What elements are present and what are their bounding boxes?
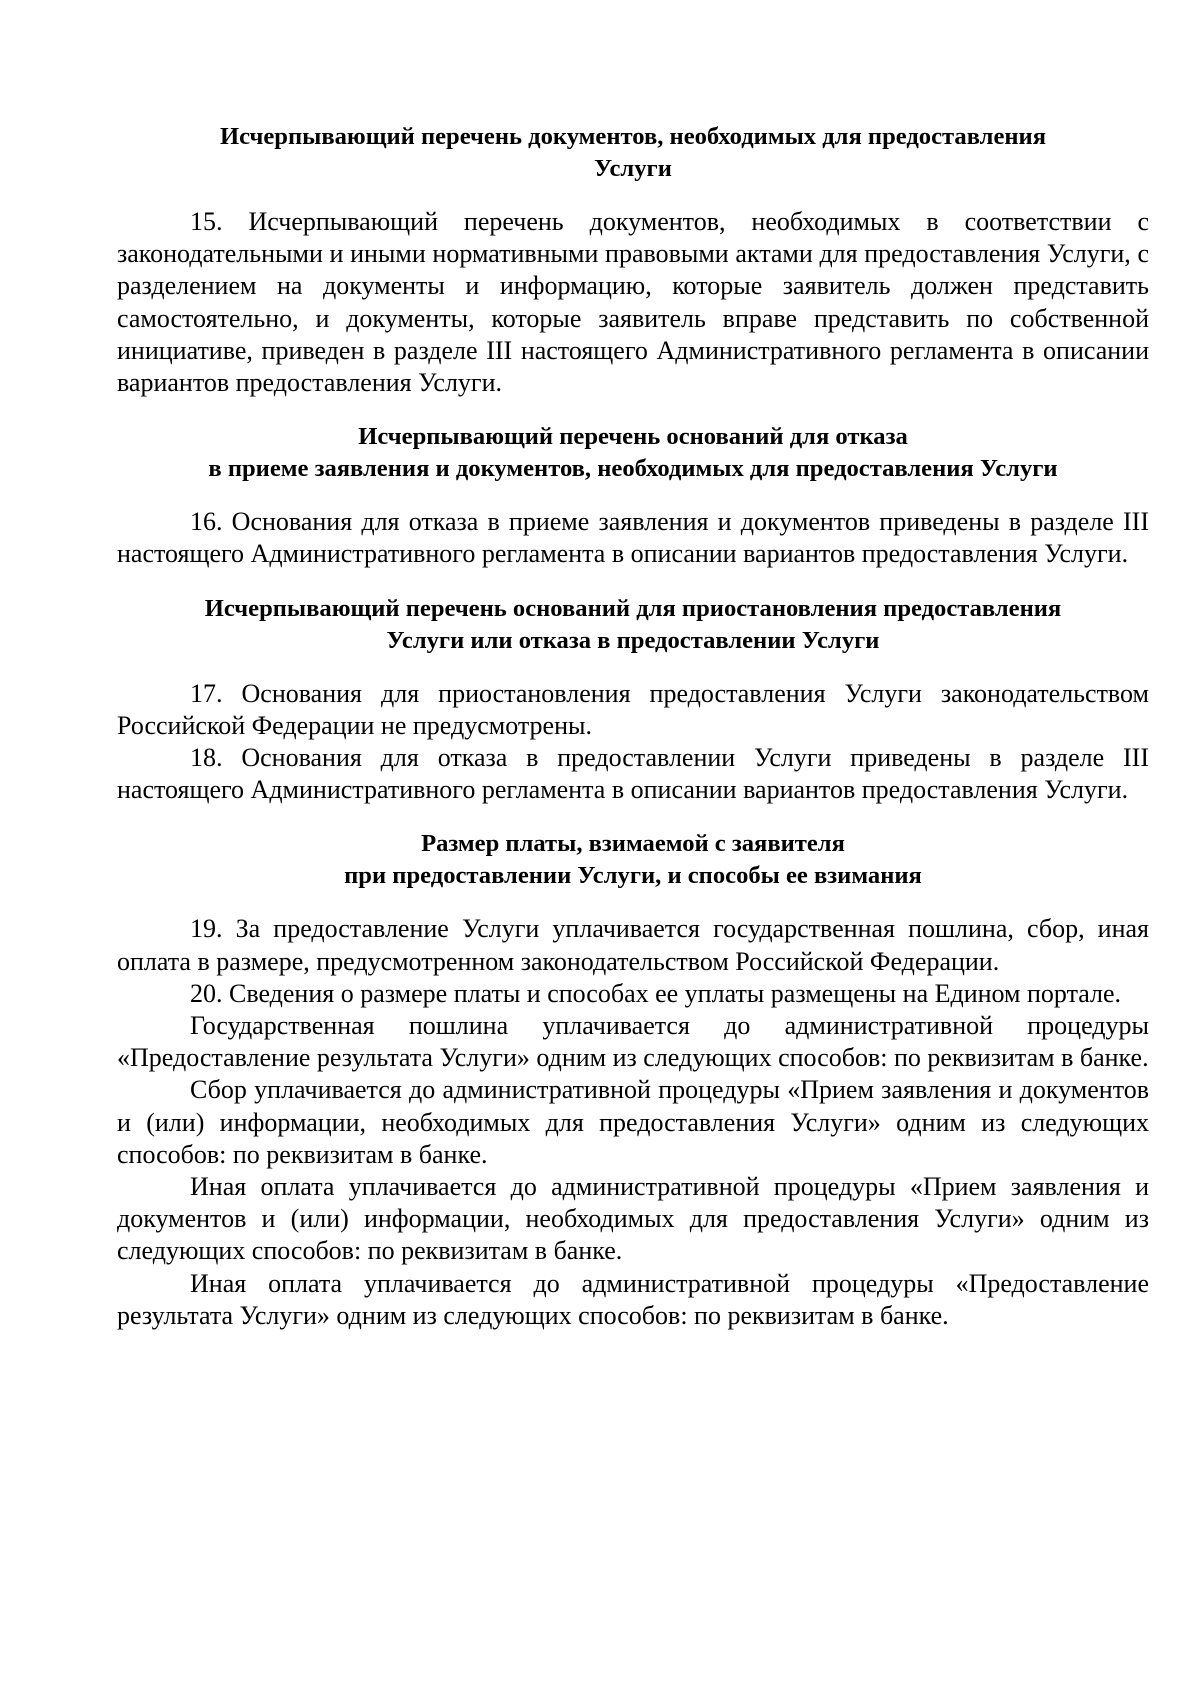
section-heading	[117, 593, 1149, 657]
section-heading	[117, 828, 1149, 892]
paragraph-15: 15. Исчерпывающий перечень документов, необходимых в соответствии с законодательными и иными нормативными правовыми актами для предоставления Услуги, с разделением на документы и информацию, которые заявитель должен представить самостоятельно, и документы, которые заявитель вправе представить по собственной инициативе, приведен в разделе III настоящего Административного регламента в описании вариантов предоставления Услуги.	[117, 207, 1149, 398]
heading-line: Исчерпывающий перечень документов, необходимых для предоставления	[219, 123, 1047, 150]
section-heading	[117, 121, 1149, 185]
paragraph-other-payment-result: Иная оплата уплачивается до административной процедуры «Предоставление результата Услуги» одним из следующих способов: по реквизитам в банке.	[117, 1268, 1149, 1330]
paragraph-20: 20. Сведения о размере платы и способах ее уплаты размещены на Едином портале.	[190, 978, 1122, 1008]
heading-line: в приеме заявления и документов, необходимых для предоставления Услуги	[208, 455, 1058, 483]
paragraph-18: 18. Основания для отказа в предоставлении Услуги приведены в разделе III настоящего Административного регламента в описании вариантов предоставления Услуги.	[117, 743, 1149, 805]
paragraph-other-payment-acceptance: Иная оплата уплачивается до административной процедуры «Прием заявления и документов и (или) информации, необходимых для предоставления Услуги» одним из следующих способов: по реквизитам в банке.	[117, 1172, 1149, 1266]
heading-line: при предоставлении Услуги, и способы ее взимания	[344, 862, 922, 890]
paragraph-state-duty: Государственная пошлина уплачивается до административной процедуры «Предоставление результата Услуги» одним из следующих способов: по реквизитам в банке.	[117, 1011, 1149, 1073]
section-fee	[117, 828, 1149, 1332]
paragraph-17: 17. Основания для приостановления предоставления Услуги законодательством Российской Федерации не предусмотрены.	[117, 678, 1149, 740]
document-body	[117, 121, 1149, 1332]
paragraph-16: 16. Основания для отказа в приеме заявления и документов приведены в разделе III настоящего Административного регламента в описании вариантов предоставления Услуги.	[117, 507, 1149, 569]
heading-line: Услуги	[594, 155, 672, 182]
heading-line: Исчерпывающий перечень оснований для приостановления предоставления	[204, 594, 1062, 622]
paragraph-fee: Сбор уплачивается до административной процедуры «Прием заявления и документов и (или) информации, необходимых для предоставления Услуги» одним из следующих способов: по реквизитам в банке.	[117, 1075, 1149, 1169]
section-refusal-acceptance	[117, 421, 1149, 570]
section-documents-list	[117, 121, 1149, 399]
heading-line: Исчерпывающий перечень оснований для отказа	[358, 423, 908, 451]
heading-line: Услуги или отказа в предоставлении Услуги	[386, 626, 880, 654]
section-suspension-refusal	[117, 593, 1149, 807]
heading-line: Размер платы, взимаемой с заявителя	[421, 830, 845, 858]
paragraph-19: 19. За предоставление Услуги уплачивается государственная пошлина, сбор, иная оплата в размере, предусмотренном законодательством Российской Федерации.	[117, 914, 1149, 976]
section-heading	[117, 421, 1149, 485]
